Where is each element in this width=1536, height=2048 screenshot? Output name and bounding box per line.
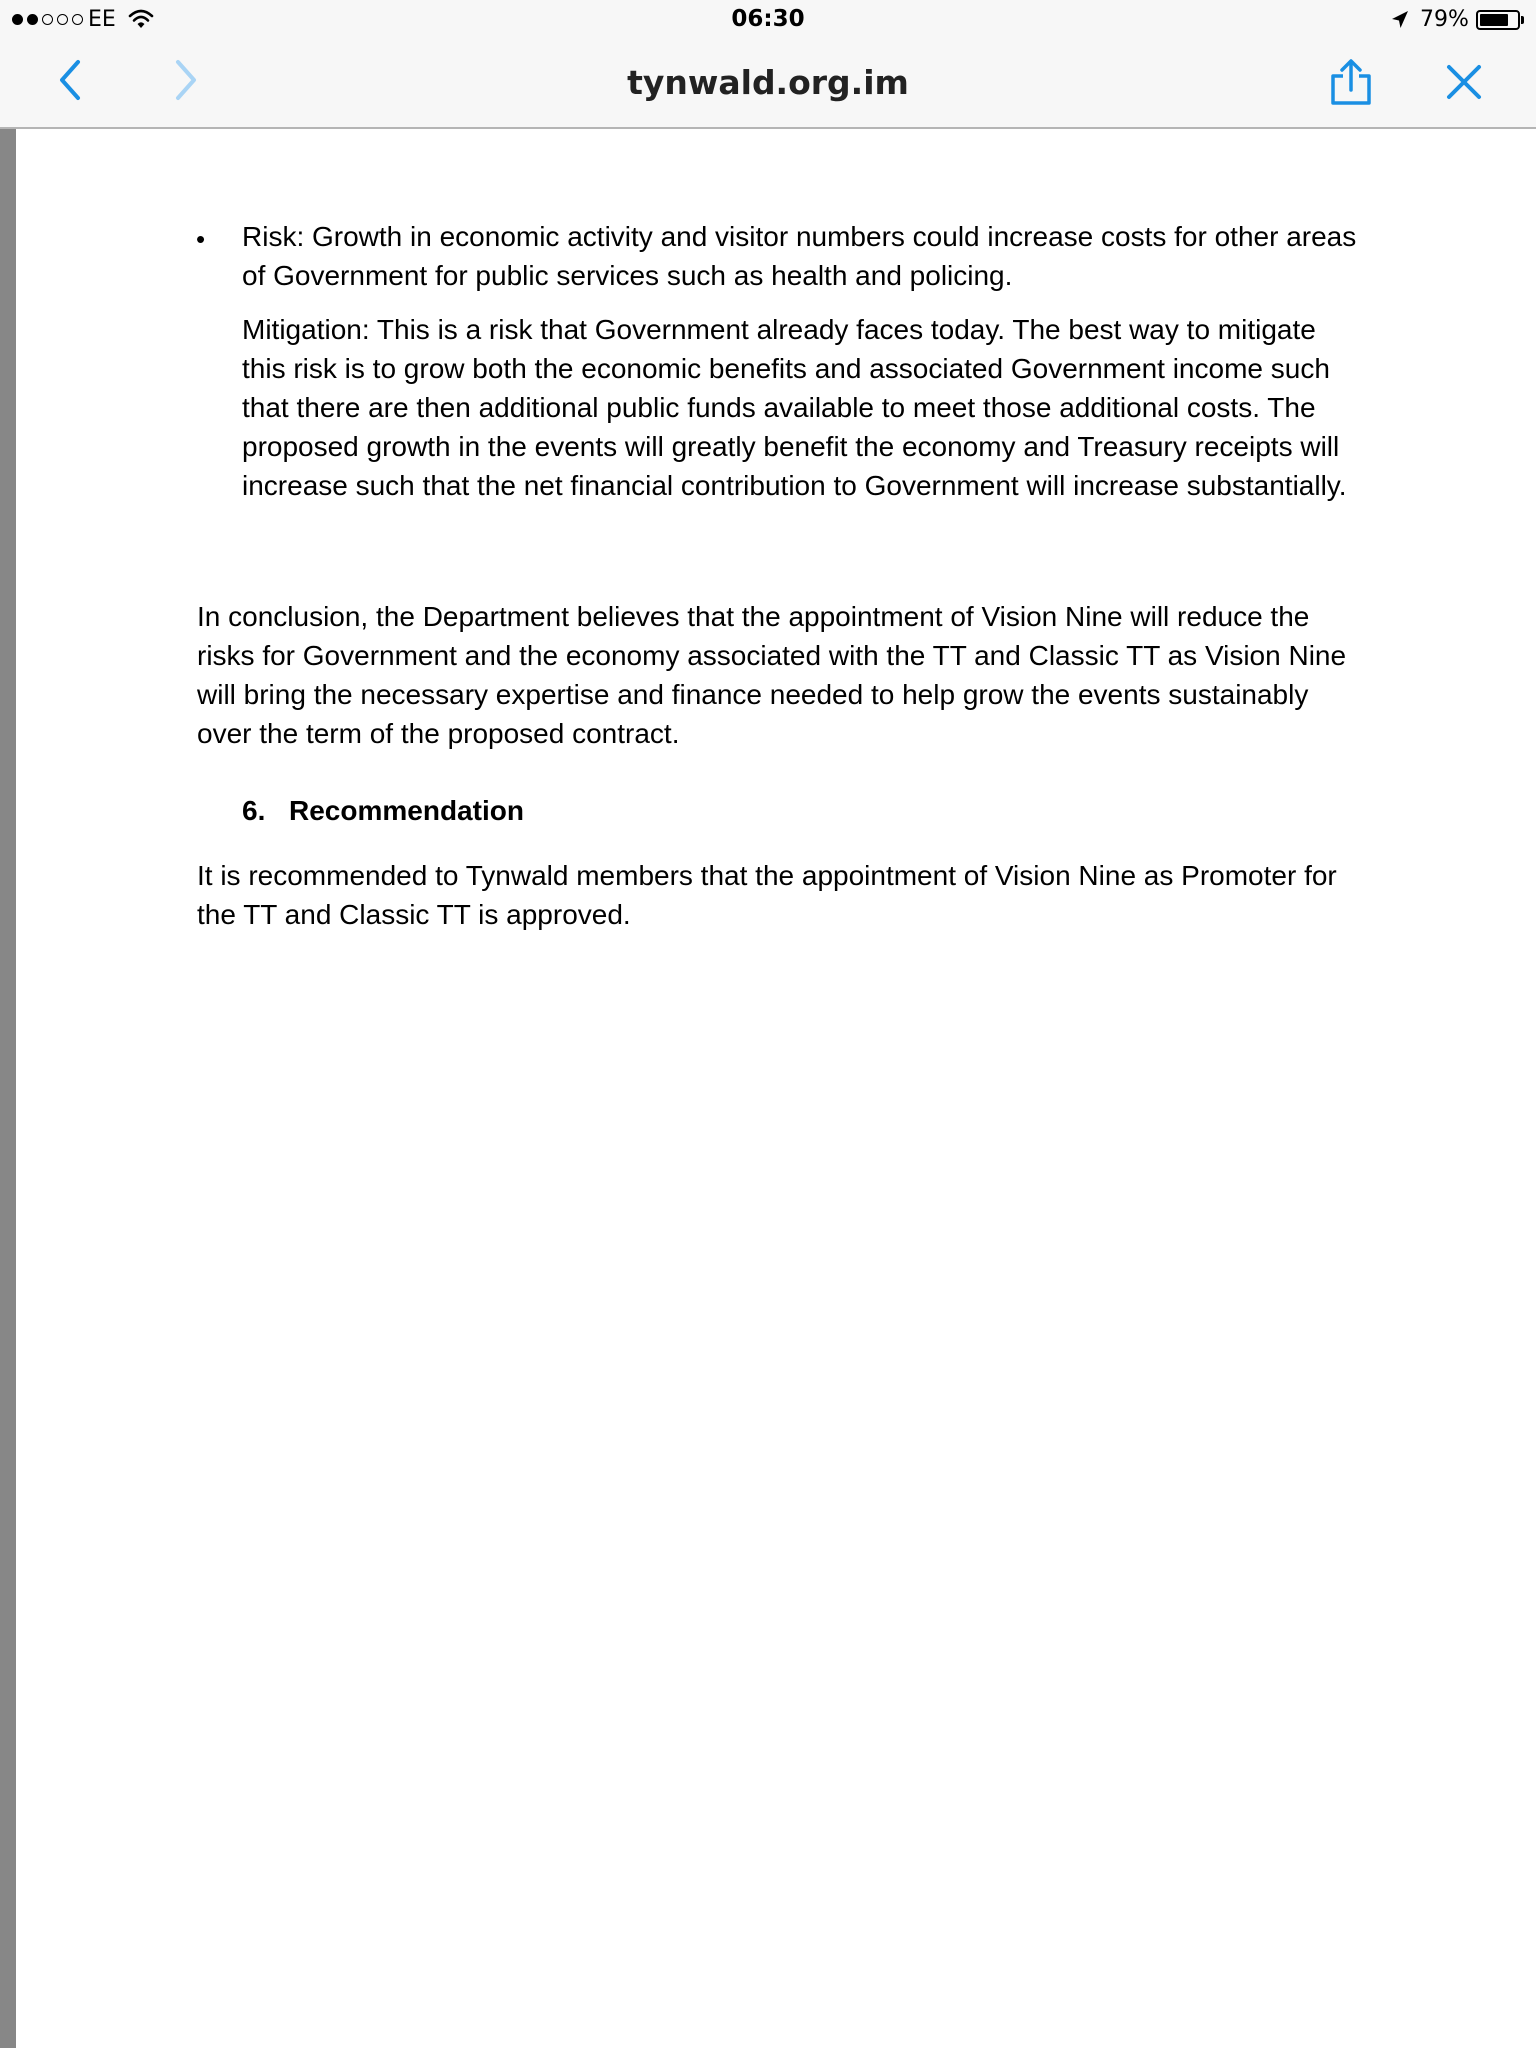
battery-percentage: 79% — [1420, 7, 1469, 32]
close-icon — [1446, 64, 1482, 104]
mitigation-paragraph: Mitigation: This is a risk that Government already faces today. The best way to mitigate this risk is to grow both the economic benefits and associated Government income such that there are then additional public funds available to meet those additional costs. The proposed growth in the events will greatly benefit the economy and Treasury receipts will increase such that the net financial contribution to Government will increase substantially. — [242, 314, 1347, 501]
status-time: 06:30 — [731, 6, 805, 32]
battery-icon — [1476, 10, 1520, 30]
close-button[interactable] — [1440, 60, 1488, 108]
share-button[interactable] — [1326, 58, 1376, 110]
location-arrow-icon — [1390, 9, 1410, 35]
section-heading — [242, 791, 524, 830]
share-icon — [1328, 58, 1374, 110]
section-title: Recommendation — [289, 795, 524, 826]
page-url: tynwald.org.im — [627, 63, 909, 102]
recommendation-paragraph: It is recommended to Tynwald members that the appointment of Vision Nine as Promoter for the TT and Classic TT is approved. — [197, 860, 1337, 930]
list-bullet: • — [196, 224, 206, 254]
status-bar — [0, 0, 1536, 40]
carrier-name: EE — [88, 7, 116, 32]
battery-tip — [1521, 16, 1524, 24]
conclusion-paragraph: In conclusion, the Department believes that the appointment of Vision Nine will reduce the risks for Government and the economy associated with the TT and Classic TT as Vision Nine will bring the necessary expertise and finance needed to help grow the events sustainably over the term of the proposed contract. — [197, 601, 1347, 749]
risk-paragraph: Risk: Growth in economic activity and visitor numbers could increase costs for other areas of Government for public services such as health and policing. — [242, 221, 1357, 291]
battery-level-fill — [1480, 14, 1508, 26]
browser-nav-bar — [0, 40, 1536, 129]
section-number: 6. — [242, 795, 266, 826]
